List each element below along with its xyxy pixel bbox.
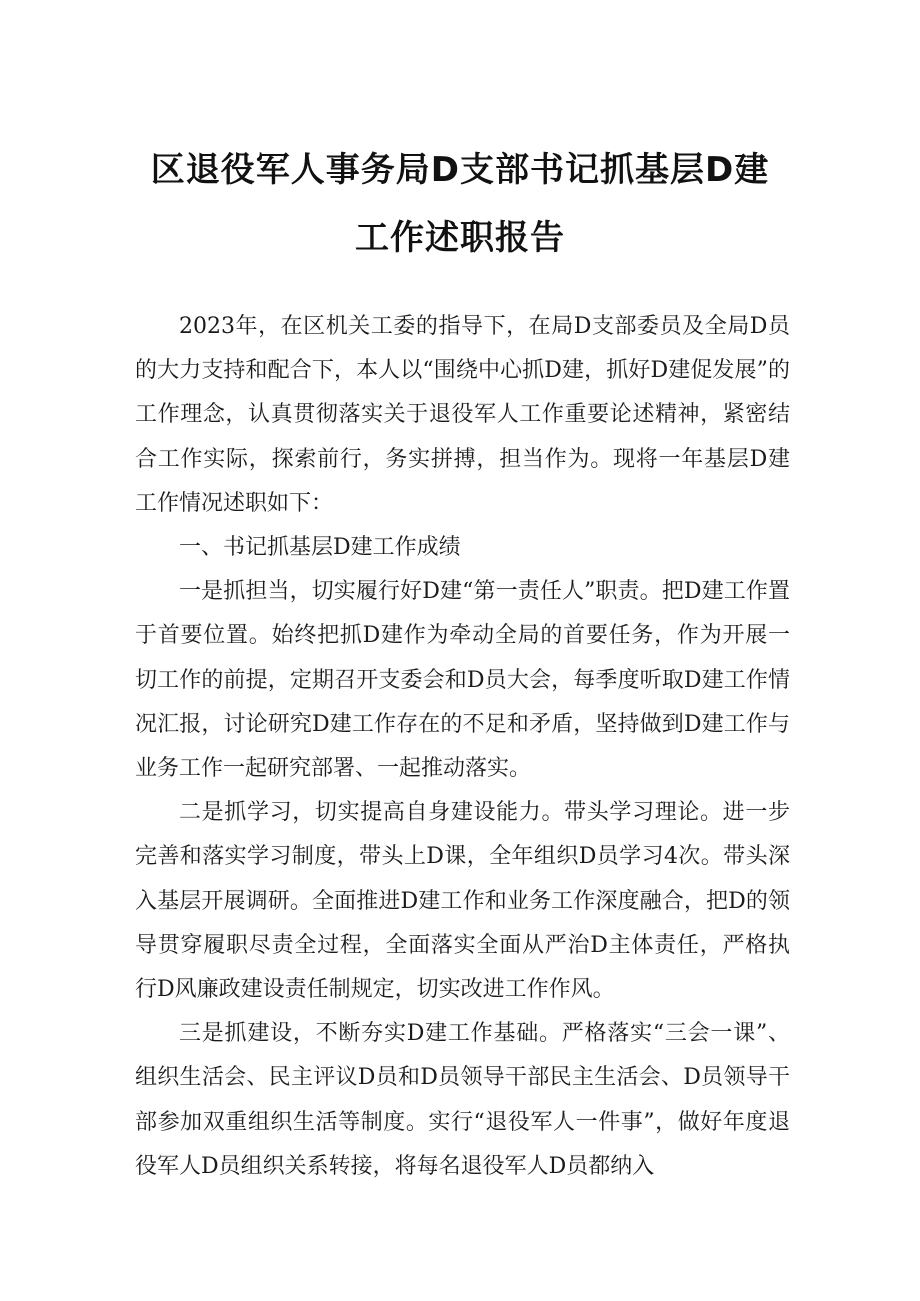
body-paragraph-3: 三是抓建设，不断夯实D建工作基础。严格落实“三会一课”、组织生活会、民主评议D员和D员领导干部民主生活会、D员领导干部参加双重组织生活等制度。实行“退役军人一件事”，做好年度退役军人D员组织关系转接，将每名退役军人D员都纳入 [135,1021,790,1179]
intro-paragraph: 2023年，在区机关工委的指导下，在局D支部委员及全局D员的大力支持和配合下，本人以“围绕中心抓D建，抓好D建促发展”的工作理念，认真贯彻落实关于退役军人工作重要论述精神，紧密结合工作实际，探索前行，务实拼搏，担当作为。现将一年基层D建工作情况述职如下： [135,314,790,516]
section-heading: 一、书记抓基层D建工作成绩 [179,535,461,561]
document-body [135,305,790,1189]
body-paragraph-1: 一是抓担当，切实履行好D建“第一责任人”职责。把D建工作置于首要位置。始终把抓D建作为牵动全局的首要任务，作为开展一切工作的前提，定期召开支委会和D员大会，每季度听取D建工作情况汇报，讨论研究D建工作存在的不足和矛盾，坚持做到D建工作与业务工作一起研究部署、一起推动落实。 [135,579,790,782]
body-paragraph-2: 二是抓学习，切实提高自身建设能力。带头学习理论。进一步完善和落实学习制度，带头上D课，全年组织D员学习4次。带头深入基层开展调研。全面推进D建工作和业务工作深度融合，把D的领导贯穿履职尽责全过程，全面落实全面从严治D主体责任，严格执行D风廉政建设责任制规定，切实改进工作作风。 [135,800,790,1003]
document-title-line-2: 工作述职报告 [355,218,565,258]
document-title-line-1: 区退役军人事务局D支部书记抓基层D建 [150,150,770,190]
